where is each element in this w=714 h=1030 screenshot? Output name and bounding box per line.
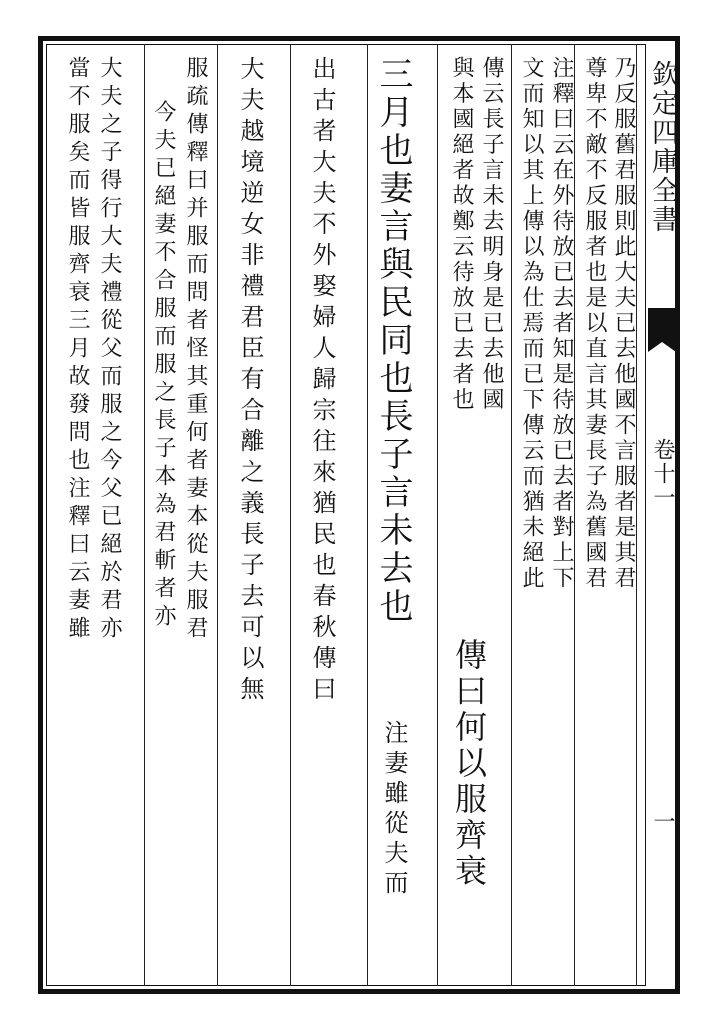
text-column-1-left: 尊卑不敵不反服者也是以直言其妻長子為舊國君 (582, 56, 607, 592)
text-column-7: 服疏傳釋曰并服而問者怪其重何者妻本從夫服君 (183, 56, 208, 644)
column-divider (437, 44, 438, 986)
text-column-5: 出古者大夫不外娶婦人歸宗往來猶民也春秋傳曰 (308, 56, 336, 707)
text-column-3-left: 與本國絕者故鄭云待放已去者也 (449, 56, 474, 413)
column-divider (367, 44, 368, 986)
page-number: 一 (650, 810, 675, 832)
text-column-10: 當不服矣而皆服齊衰三月故發問也注釋曰云妻雖 (65, 56, 90, 644)
volume-number: 卷十一 (650, 438, 675, 510)
page-margin (648, 60, 676, 980)
text-column-6: 大夫越境逆女非禮君臣有合離之義長子去可以無 (236, 56, 264, 707)
fishtail-mark-icon (648, 308, 676, 342)
text-column-4-main: 三月也妻言與民同也長子言未去也 (373, 56, 413, 626)
column-divider (290, 44, 291, 986)
book-title: 欽定四庫全書 (647, 60, 678, 234)
column-divider (511, 44, 512, 986)
text-column-4-note: 注妻雖從夫而 (380, 720, 408, 900)
column-divider (217, 44, 218, 986)
text-column-1-right: 乃反服舊君服則此大夫已去他國不言服者是其君 (611, 56, 636, 592)
text-column-8: 今夫已絕妻不合服而服之長子本為君斬者亦 (151, 100, 176, 632)
column-divider (144, 44, 145, 986)
text-column-9: 大夫之子得行大夫禮從父而服之今父已絕於君亦 (97, 56, 122, 644)
text-column-2-right: 注釋曰云在外待放已去者知是待放已去者對上下 (549, 56, 574, 592)
text-column-3-main: 傳曰何以服齊衰 (450, 638, 488, 890)
text-column-3-right: 傳云長子言未去明身是已去他國 (479, 56, 504, 413)
text-column-2-left: 文而知以其上傳以為仕焉而已下傳云而猶未絕此 (519, 56, 544, 592)
